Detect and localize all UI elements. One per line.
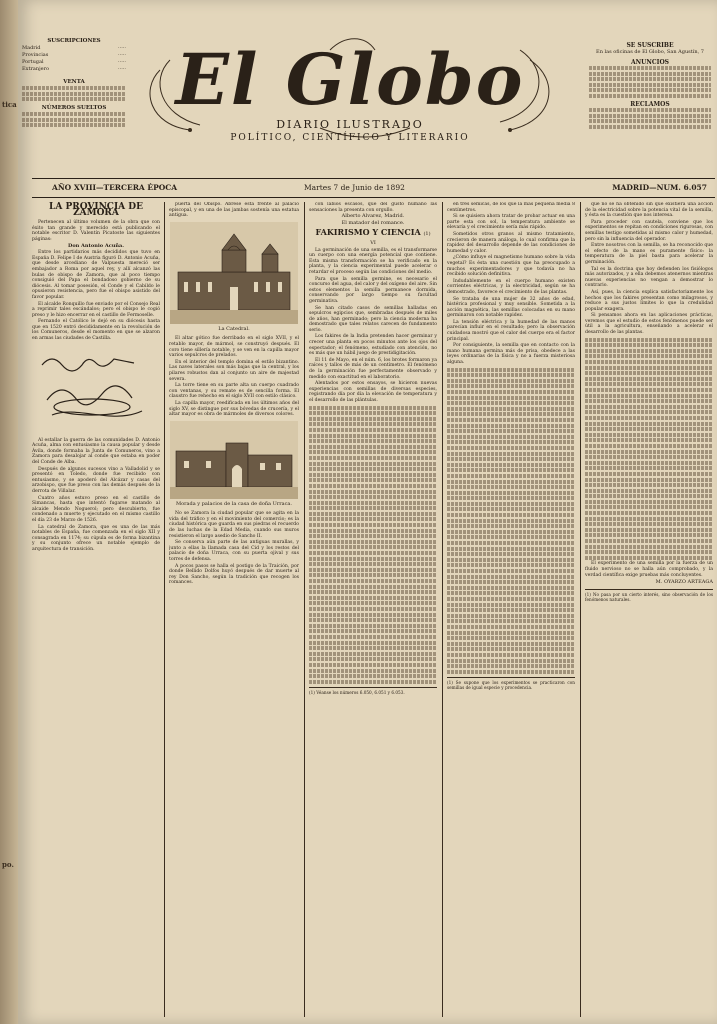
paragraph: La capilla mayor, reedificada en los últimos años del siglo XV, se distingue por sus bóvedas de crucería, y el altar mayor es obra de mármoles de diversos colores. xyxy=(169,400,299,418)
paragraph: Para que la semilla germine, es necesario el concurso del agua, del calor y del oxígeno del aire. Sin estos elementos la semilla permanece dormida, conservando por largo tiempo su facultad germinativa. xyxy=(309,276,437,304)
subscription-row: Portugal ····· xyxy=(22,59,126,65)
article-columns xyxy=(32,202,715,1017)
numeros-title: NÚMEROS SUELTOS xyxy=(41,105,107,112)
paragraph: Al estallar la guerra de las comunidades D. Antonio Acuña, alma con entusiasmo la causa popular y desde Ávila, donde formaba la Junta de Comuneros, vino a Zamora para desalojar al conde que estaba en poder del Conde de Alba. xyxy=(32,437,160,466)
paragraph: La germinación de una semilla, es el transformarse un cuerpo con una energía potencial que contiene. Esta misma transformación se ha verificado en la planta, y la ciencia experimental puede acelerar o retardar el proceso según las condiciones del medio. xyxy=(309,247,437,275)
section-number: VI xyxy=(370,239,376,246)
paragraph: Cuatro años estuvo preso en el castillo de Simancas, hasta que intentó fugarse matando al alcaide Mendo Noguerol; pero descubierto, fue condenado a muerte y ejecutado en el mismo castillo el día 23 de Marzo de 1526. xyxy=(32,495,160,523)
footnote: (1) Se supone que los experimentos se practicaron con semillas de igual especie y procedencia. xyxy=(447,677,575,690)
paragraph: Después de algunos sucesos vino a Valladolid y se presentó en Toledo, donde fue recibido con entusiasmo, y se apoderó del Alcázar y casas del arzobispo, que fue preso con las demás después de la derrota de Villalar. xyxy=(32,466,160,494)
paragraph: Se han citado casos de semillas halladas en sepulcros egipcios que, sembradas después de miles de años, han germinado; pero la ciencia moderna ha demostrado que tales relatos carecen de fundamento serio. xyxy=(309,305,437,333)
right-notice xyxy=(589,42,711,130)
paragraph: Alentados por estos ensayos, se hicieron nuevas experiencias con semillas de diversas especies, registrando día por día la elevación de temperatura y el desarrollo de las plántulas. xyxy=(309,381,437,403)
paragraph: El experimento de una semilla por la fuerza de un fluido nervioso no se halla aún comprobado, y la verdad científica exige pruebas más concluyentes. xyxy=(585,561,713,578)
masthead-subtitle: DIARIO ILUSTRADO xyxy=(276,118,424,131)
date-bar xyxy=(32,178,715,198)
paragraph: Si pensamos ahora en las aplicaciones prácticas, veremos que el estudio de estos fenómenos puede ser útil a la agricultura, enseñando a acelerar el desarrollo de las plantas. xyxy=(585,313,713,336)
paragraph: en tres sémicas, de los que la más pequeña medía 8 centímetros. xyxy=(447,202,575,213)
section-byline: Don Antonio Acuña. xyxy=(68,242,124,249)
article-headline: FAKIRISMO Y CIENCIA (1) xyxy=(315,227,431,238)
spine-fragment: po. xyxy=(2,860,14,869)
paragraph: Por consiguiente, la semilla que en contacto con la mano humana germina más de prisa, obedece a las leyes ordinarias de la física y no a fuerza misteriosa alguna. xyxy=(447,343,575,366)
paragraph: Si se quisiera ahora tratar de probar actuar en una parte esta con sol, la temperatura ambiente se elevaría y el crecimiento sería más rápido. xyxy=(447,214,575,231)
paragraph: puerta del Obispo. Abrese esta frente al palacio episcopal, y en una de las jambas sostenía una estatua antigua. xyxy=(169,202,299,219)
paragraph: que no se ha obtenido sin que existiera una acción de la electricidad sobre la potencia vital de la semilla, y ésta es la cuestión que nos interesa. xyxy=(585,202,713,219)
urraca-house-illustration xyxy=(170,421,298,499)
footnote: (1) Véanse los números 6.050, 6.051 y 6.053. xyxy=(309,687,437,695)
subscriptions-title: SUSCRIPCIONES xyxy=(47,38,101,44)
illustration-caption: La Catedral. xyxy=(218,325,250,332)
poem-signature: El matador del romance. xyxy=(341,219,405,226)
cathedral-illustration xyxy=(170,222,298,324)
newspaper-page xyxy=(18,0,717,1024)
paragraph: A pocos pasos se halla el postigo de la Traición, por donde Bellido Dolfos huyó después de dar muerte al rey Don Sancho, según la tradición que recogen los romances. xyxy=(169,563,299,586)
subscription-row: Provincias ····· xyxy=(22,52,126,58)
issue-number: MADRID—NUM. 6.057 xyxy=(612,183,707,192)
text-lines xyxy=(447,368,575,674)
paragraph: No se Zamora la ciudad popular que se agita en la vida del tráfico y en el movimiento del comercio; es la ciudad histórica que guarda en sus piedras el recuerdo de las luchas de la Edad Media, cuando sus muros resistieron el largo asedio de Sancho II. xyxy=(169,511,299,539)
paragraph: El altar gótico fue derribado en el siglo XVII, y el retablo mayor, de mármol, se construyó después. El coro tiene sillería notable, y se ven en la capilla mayor varios sepulcros de prelados. xyxy=(169,336,299,359)
column-rule xyxy=(164,202,165,1017)
masthead-subtitle-2: POLÍTICO, CIENTÍFICO Y LITERARIO xyxy=(230,133,470,143)
illustration-caption: Morada y palacios de la casa de doña Urraca. xyxy=(176,500,292,507)
paragraph: La tensión eléctrica y la humedad de las manos parecían influir en el resultado; pero la observación cuidadosa mostró que el calor del cuerpo era el factor principal. xyxy=(447,319,575,342)
text-lines xyxy=(585,338,713,560)
anuncios-title: ANUNCIOS xyxy=(631,59,669,66)
column-1 xyxy=(32,202,160,1017)
paragraph: La catedral de Zamora, que es una de las más notables de España, fue comenzada en el siglo XII y consagrada en 1174; su cúpula es de forma bizantina y su conjunto ofrece un notable ejemplo de arquitectura de transición. xyxy=(32,524,160,552)
spine-fragment: tica xyxy=(2,100,17,109)
paragraph: Entre los partidarios más decididos que tuvo en España D. Felipe I de Austria figuró D. Antonio Acuña, que desde arcediano de Valpuesta mereció ser embajador a Roma por aquel rey, y allí alcanzó las bulas de obispo de Zamora, que al poco tiempo consiguió del Papa el bondadoso gobierno de su diócesis. Al tomar posesión, el Conde y el Cabildo le opusieron resistencia, pero fue el obispo asistido del favor popular. xyxy=(32,250,160,300)
column-rule xyxy=(442,202,443,1017)
masthead-title: El Globo xyxy=(175,38,525,121)
article-headline: LA PROVINCIA DE ZAMORA xyxy=(49,202,143,218)
paragraph: En el interior del templo domina el estilo bizantino. Las naves laterales son más bajas que la central, y los pilares robustos dan al conjunto un aire de majestad severa. xyxy=(169,359,299,382)
column-2 xyxy=(169,202,299,1017)
paragraph: Indudablemente en el cuerpo humano existen corrientes eléctricas, y la electricidad, según se ha demostrado, favorece el crecimiento de las plantas. xyxy=(447,278,575,295)
notice-line: En las oficinas de El Globo, San Agustín, 7 xyxy=(596,49,704,55)
reclamos-title: RECLAMOS xyxy=(630,100,670,108)
issue-edition: AÑO XVIII—TERCERA ÉPOCA xyxy=(52,183,178,192)
column-3 xyxy=(309,202,437,1017)
subscription-row: Extranjero ····· xyxy=(22,66,126,72)
column-5 xyxy=(585,202,713,1017)
paragraph: Entre nosotros con la semilla, se ha reconocido que el efecto de la mano es puramente físico: la temperatura de la piel basta para acelerar la germinación. xyxy=(585,243,713,265)
poem-signature: Alberto Alvarez, Madrid. xyxy=(341,213,405,220)
paragraph: Los fakires de la India pretenden hacer germinar y crecer una planta en pocos minutos ante los ojos del espectador; el fenómeno, estudiado con atención, no es más que un hábil juego de prestidigitación. xyxy=(309,334,437,357)
column-rule xyxy=(580,202,581,1017)
column-4 xyxy=(447,202,575,1017)
signatures-illustration xyxy=(32,345,160,435)
subscriptions-box xyxy=(22,38,126,129)
paragraph: Sometidos otros granos al mismo tratamiento, crecieron de manera análoga, lo cual confirma que la rapidez del desarrollo depende de las condiciones de humedad y calor. xyxy=(447,231,575,254)
paragraph: El 11 de Mayo, en el núm. 6, los brotes formaron ya raíces y tallos de más de un centímetro. El fenómeno de la germinación fue perfectamente observado y medido con exactitud en el laboratorio. xyxy=(309,357,437,380)
paragraph: Fernando el Católico le dejó en su diócesis hasta que en 1520 entró decididamente en la revolución de los Comuneros, desde el momento en que se alzaron en armas las ciudades de Castilla. xyxy=(32,319,160,342)
venta-title: VENTA xyxy=(63,79,85,85)
paragraph: Para proceder con cautela, conviene que los experimentos se repitan en condiciones rigurosas, con semillas testigo sometidas al mismo calor y humedad, pero sin la influencia del operador. xyxy=(585,219,713,242)
subscription-row: Madrid ····· xyxy=(22,45,126,51)
issue-date: Martes 7 de Junio de 1892 xyxy=(304,183,405,192)
footnote: (1) No pasa por un cierto interés, sino observación de los fenómenos naturales. xyxy=(585,589,713,602)
paragraph: Pertenecen al último volumen de la obra que con éxito tan grande y merecido está publicando el notable escritor D. Valentín Picatoste las siguientes páginas: xyxy=(32,220,160,242)
paragraph: El alcalde Ronquillo fue enviado por el Consejo Real a reprimir tales escándalos; pero el obispo le cogió preso y le hizo encerrar en el castillo de Fermoselle. xyxy=(32,301,160,318)
notice-title: SE SUSCRIBE xyxy=(626,42,674,49)
paragraph: Se trataba de una mujer de 32 años de edad, histérica profesional y muy sensible. Sometida a la acción magnética, las semillas colocadas en su mano germinaron con notable rapidez. xyxy=(447,296,575,319)
paragraph: Se conserva aún parte de las antiguas murallas, y junto a ellas la llamada casa del Cid y los restos del palacio de doña Urraca, con su puerta ojival y sus torres de defensa. xyxy=(169,540,299,563)
paragraph: Así, pues, la ciencia explica satisfactoriamente los hechos que los fakires presentan como milagrosos, y reduce a sus justos límites lo que la credulidad popular exagera. xyxy=(585,289,713,312)
text-lines xyxy=(309,406,437,684)
column-rule xyxy=(304,202,305,1017)
article-author: M. OYARZO ARTEAGA xyxy=(655,579,713,586)
page-spine xyxy=(0,0,18,1024)
paragraph: La torre tiene en su parte alta un cuerpo cuadrado con ventanas, y su remate es de sencilla forma. El claustro fue rehecho en el siglo XVII con estilo clásico. xyxy=(169,383,299,400)
paragraph: con labios escasos, que del gusto humano las sensaciones la presenta con orgullo. xyxy=(309,202,437,213)
paragraph: ¿Cómo influye el magnetismo humano sobre la vida vegetal? Es ésta una cuestión que ha preocupado a muchos experimentadores y que todavía no ha recibido solución definitiva. xyxy=(447,255,575,278)
paragraph: Tal es la doctrina que hoy defienden los fisiólogos más autorizados, y a ella debemos atenernos mientras nuevas experiencias no vengan a demostrar lo contrario. xyxy=(585,266,713,289)
